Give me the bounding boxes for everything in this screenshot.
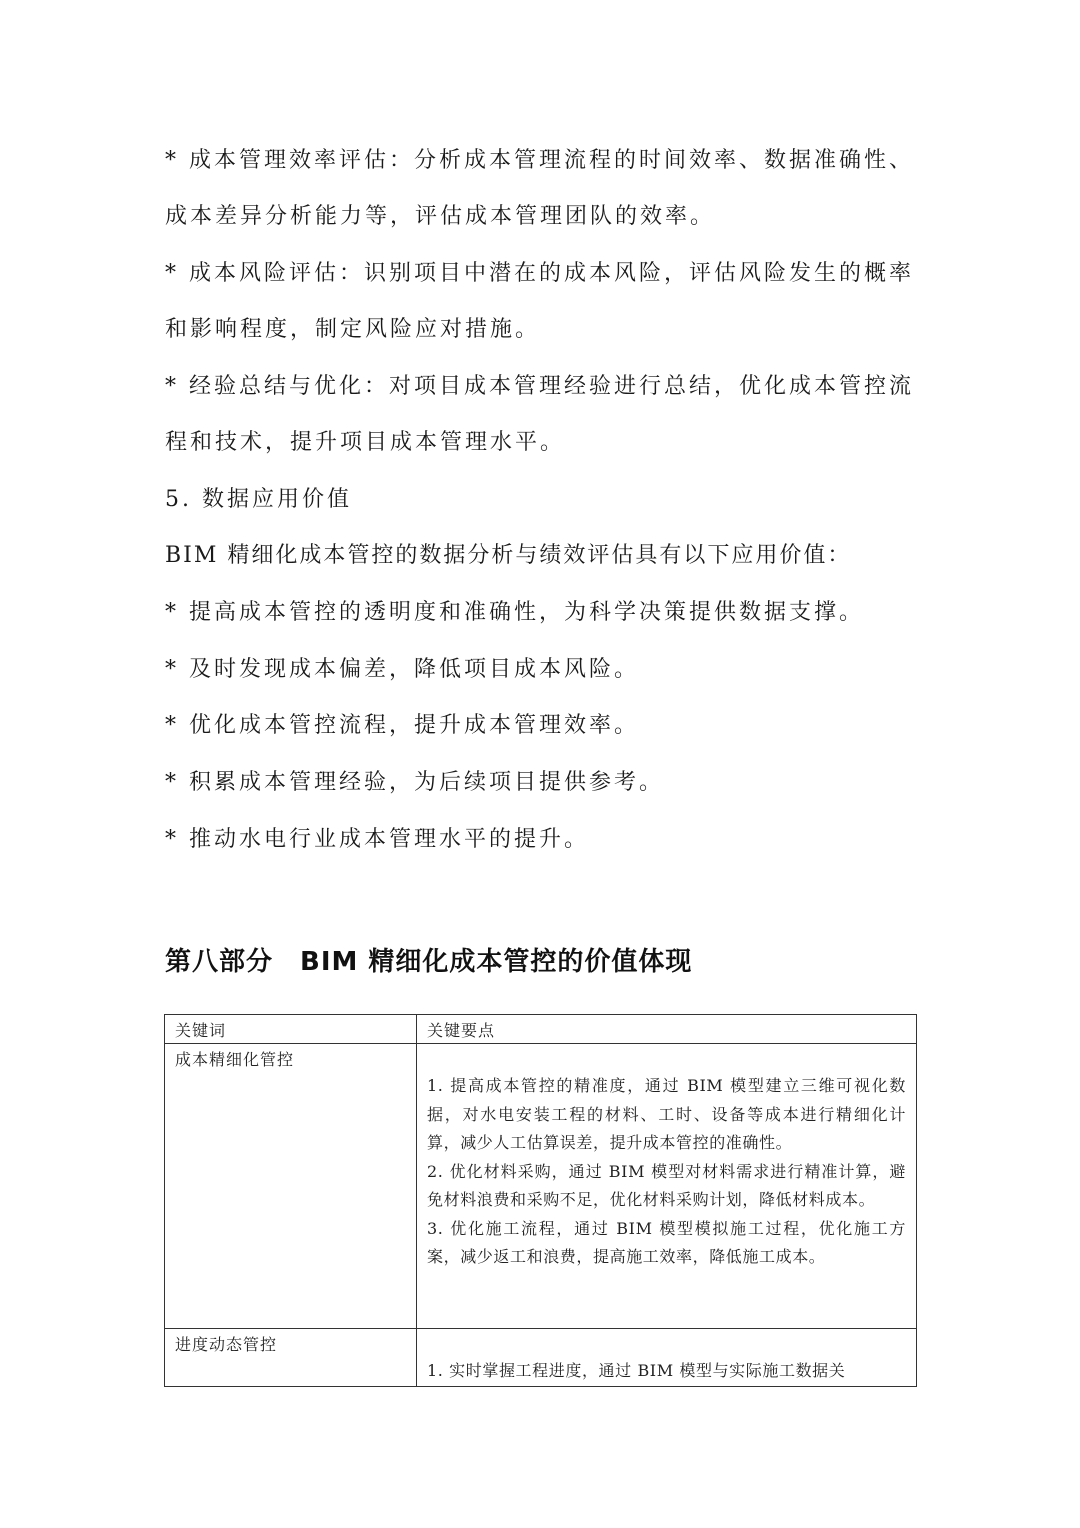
point-item: 1. 提高成本管控的精准度，通过 BIM 模型建立三维可视化数据，对水电安装工程的材料、工时、设备等成本进行精细化计算，减少人工估算误差，提升成本管控的准确性。 <box>427 1076 906 1152</box>
table-header-row <box>165 1015 917 1044</box>
bullet-line: 程和技术，提升项目成本管理水平。 <box>165 430 566 455</box>
table-header-cell: 关键要点 <box>417 1015 917 1044</box>
value-item: * 提高成本管控的透明度和准确性，为科学决策提供数据支撑。 <box>165 600 864 625</box>
points-cell <box>417 1329 917 1387</box>
part-heading: 第八部分 BIM 精细化成本管控的价值体现 <box>165 947 693 977</box>
table-row <box>165 1329 917 1387</box>
section-intro: BIM 精细化成本管控的数据分析与绩效评估具有以下应用价值： <box>165 543 852 568</box>
bullet-line: * 成本管理效率评估：分析成本管理流程的时间效率、数据准确性、 <box>165 148 914 173</box>
value-item: * 优化成本管控流程，提升成本管理效率。 <box>165 713 639 738</box>
table-row <box>165 1044 917 1329</box>
value-item: * 推动水电行业成本管理水平的提升。 <box>165 827 589 852</box>
bullet-line: * 成本风险评估：识别项目中潜在的成本风险，评估风险发生的概率 <box>165 261 914 286</box>
keyword-cell: 进度动态管控 <box>165 1329 417 1387</box>
bullet-line: 和影响程度，制定风险应对措施。 <box>165 317 541 342</box>
bullet-line: 成本差异分析能力等，评估成本管理团队的效率。 <box>165 204 716 229</box>
points-cell <box>417 1044 917 1329</box>
section-title: 5. 数据应用价值 <box>165 487 352 512</box>
point-item: 2. 优化材料采购，通过 BIM 模型对材料需求进行精准计算，避免材料浪费和采购不足，优化材料采购计划，降低材料成本。 <box>427 1161 906 1209</box>
value-item: * 积累成本管理经验，为后续项目提供参考。 <box>165 770 664 795</box>
table-header-cell: 关键词 <box>165 1015 417 1044</box>
point-item: 1. 实时掌握工程进度，通过 BIM 模型与实际施工数据关 <box>427 1361 846 1380</box>
point-item: 3. 优化施工流程，通过 BIM 模型模拟施工过程，优化施工方案，减少返工和浪费，提高施工效率，降低施工成本。 <box>427 1218 906 1266</box>
value-item: * 及时发现成本偏差，降低项目成本风险。 <box>165 657 639 682</box>
keyword-table <box>164 1014 917 1387</box>
bullet-line: * 经验总结与优化：对项目成本管理经验进行总结，优化成本管控流 <box>165 374 914 399</box>
keyword-cell: 成本精细化管控 <box>165 1044 417 1329</box>
